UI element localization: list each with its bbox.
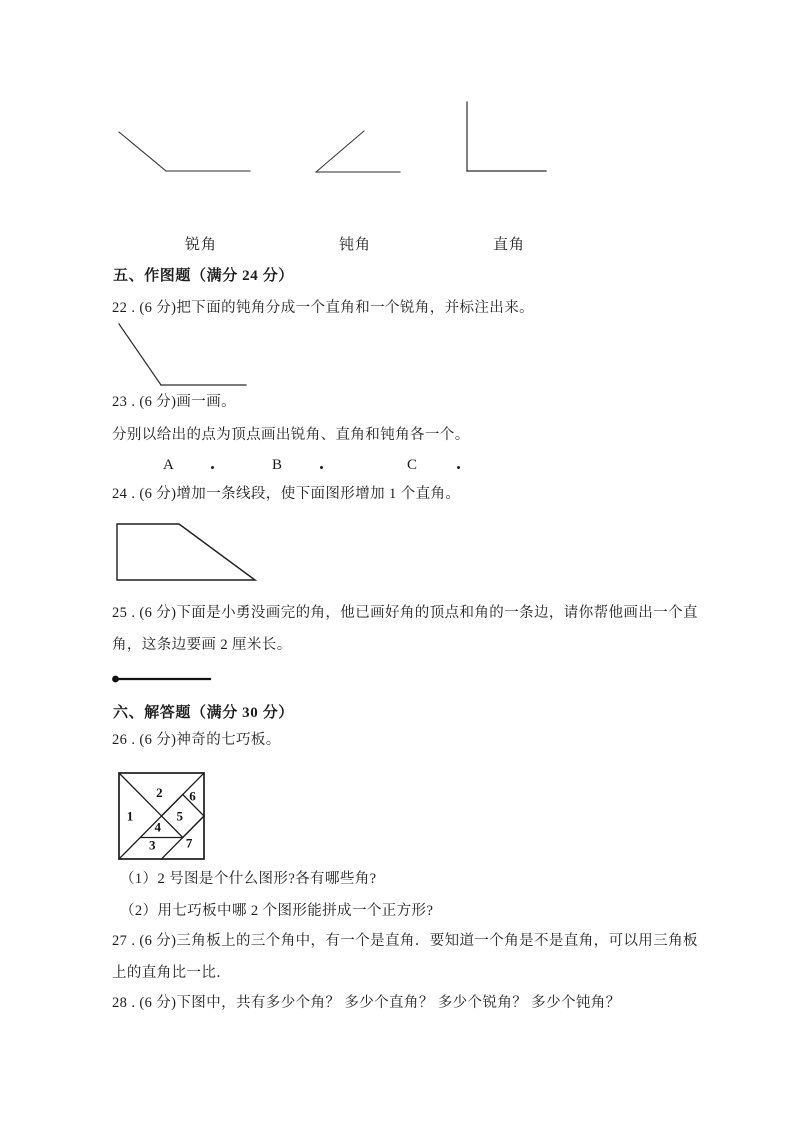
point-label-a: A bbox=[163, 457, 174, 473]
match-label-right: 直角 bbox=[493, 237, 526, 253]
tangram-piece-5-number: 5 bbox=[176, 808, 184, 824]
question-27-text-line2: 上的直角比一比． bbox=[112, 965, 232, 981]
tangram-piece-1-number: 1 bbox=[126, 808, 134, 824]
point-label-b: B bbox=[272, 457, 283, 473]
vertex-dot-b bbox=[320, 466, 323, 469]
section6-header: 六、解答题（满分 30 分） bbox=[113, 705, 294, 721]
point-label-c: C bbox=[407, 457, 418, 473]
match-angle-figure-3 bbox=[460, 98, 555, 178]
tangram-piece-3-number: 3 bbox=[148, 837, 156, 853]
question-24-text: 24 . (6 分)增加一条线段，使下面图形增加 1 个直角。 bbox=[112, 486, 461, 502]
question-24-trapezoid-figure bbox=[110, 518, 265, 588]
question-26-tangram-figure bbox=[117, 771, 209, 864]
question-23-text: 23 . (6 分)画一画。 bbox=[112, 394, 237, 410]
tangram-piece-4-number: 4 bbox=[154, 819, 161, 835]
question-26-text: 26 . (6 分)神奇的七巧板。 bbox=[112, 732, 281, 748]
question-26-sub2-text: （2）用七巧板中哪 2 个图形能拼成一个正方形? bbox=[120, 903, 434, 919]
question-23-subtext: 分别以给出的点为顶点画出锐角、直角和钝角各一个。 bbox=[112, 427, 470, 443]
tangram-piece-2-number: 2 bbox=[156, 784, 163, 800]
question-22-text: 22 . (6 分)把下面的钝角分成一个直角和一个锐角，并标注出来。 bbox=[112, 300, 535, 316]
question-26-sub1-text: （1）2 号图是个什么图形?各有哪些角? bbox=[120, 871, 377, 887]
question-25-text-line2: 角，这条边要画 2 厘米长。 bbox=[112, 637, 292, 653]
question-25-text-line1: 25 . (6 分)下面是小勇没画完的角，他已画好角的顶点和角的一条边，请你帮他画出一个直 bbox=[112, 605, 698, 621]
section5-header: 五、作图题（满分 24 分） bbox=[113, 268, 294, 284]
question-28-text: 28 . (6 分)下图中，共有多少个角？ 多少个直角？ 多少个锐角？ 多少个钝角？ bbox=[112, 995, 621, 1011]
vertex-dot-c bbox=[457, 466, 460, 469]
match-label-obtuse: 钝角 bbox=[339, 237, 372, 253]
question-27-text-line1: 27 . (6 分)三角板上的三个角中，有一个是直角．要知道一个角是不是直角，可以用三角板 bbox=[112, 933, 698, 949]
question-25-ray-figure bbox=[108, 670, 220, 690]
question-22-obtuse-angle-figure bbox=[112, 318, 254, 393]
tangram-piece-6-number: 6 bbox=[189, 788, 196, 804]
match-angle-figure-2 bbox=[308, 125, 408, 177]
match-label-acute: 锐角 bbox=[185, 237, 218, 253]
tangram-piece-7-number: 7 bbox=[185, 835, 193, 851]
vertex-dot-a bbox=[211, 466, 214, 469]
match-angle-figure-1 bbox=[110, 125, 255, 177]
